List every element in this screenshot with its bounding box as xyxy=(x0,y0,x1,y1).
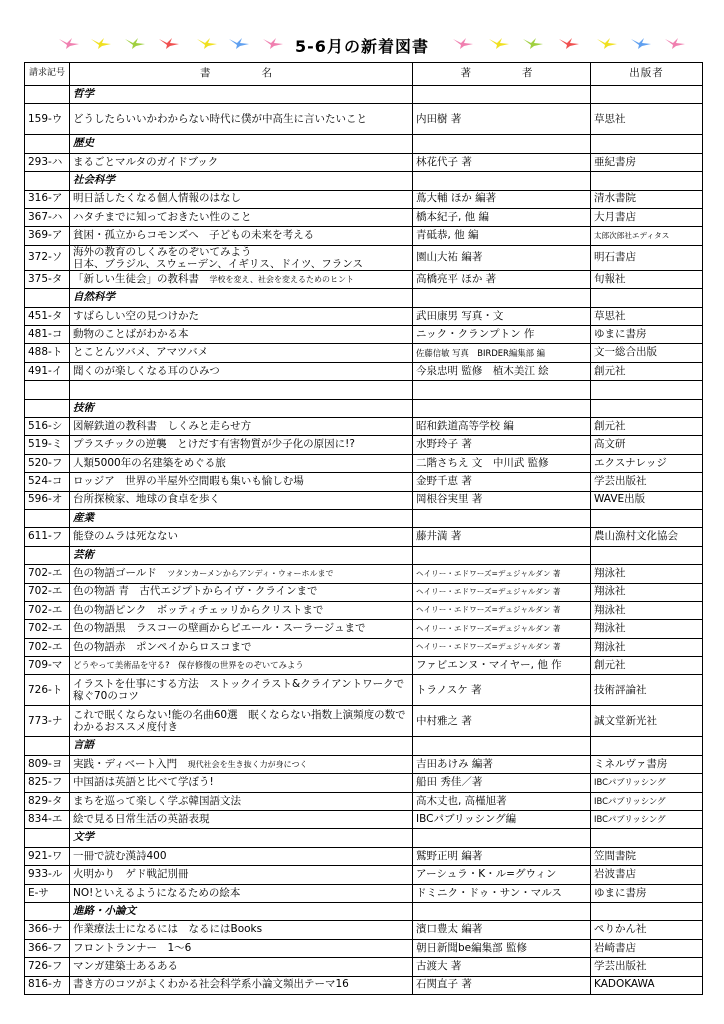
publisher-cell: ぺりかん社 xyxy=(591,921,703,939)
publisher-cell: 翔泳社 xyxy=(591,583,703,601)
callno-cell: 596-オ xyxy=(25,491,70,509)
title-cell xyxy=(70,774,413,792)
book-row xyxy=(25,473,703,491)
callno-cell: 829-タ xyxy=(25,792,70,810)
publisher-cell: 明石書店 xyxy=(591,245,703,270)
publisher-cell: ゆまに書房 xyxy=(591,884,703,902)
bird-icon xyxy=(488,36,510,50)
header-author: 著 者 xyxy=(413,63,591,86)
author-cell xyxy=(413,289,591,307)
callno-cell xyxy=(25,86,70,104)
callno-cell: 372-ソ xyxy=(25,245,70,270)
category-row xyxy=(25,289,703,307)
category-row xyxy=(25,902,703,920)
callno-cell: 702-エ xyxy=(25,583,70,601)
title-cell xyxy=(70,190,413,208)
title-cell xyxy=(70,565,413,583)
author-cell: 内田樹 著 xyxy=(413,104,591,135)
publisher-cell: 創元社 xyxy=(591,657,703,675)
book-row xyxy=(25,601,703,619)
book-row xyxy=(25,528,703,546)
book-title: 書き方のコツがよくわかる社会科学系小論文頻出テーマ16 xyxy=(73,978,349,991)
book-title: とことんツバメ、アマツバメ xyxy=(73,346,209,359)
book-row xyxy=(25,866,703,884)
callno-cell xyxy=(25,172,70,190)
category-row xyxy=(25,737,703,755)
book-row xyxy=(25,847,703,865)
publisher-cell xyxy=(591,86,703,104)
category-row xyxy=(25,829,703,847)
book-title: 海外の教育のしくみをのぞいてみよう xyxy=(73,245,252,258)
author-cell xyxy=(413,399,591,417)
bird-icon xyxy=(630,36,652,50)
publisher-cell xyxy=(591,829,703,847)
book-title: 人類5000年の名建築をめぐる旅 xyxy=(73,456,226,469)
category-label: 哲学 xyxy=(70,86,413,104)
callno-cell xyxy=(25,829,70,847)
author-cell: ファビエンヌ・マイヤー, 他 作 xyxy=(413,657,591,675)
publisher-cell xyxy=(591,399,703,417)
book-title: すばらしい空の見つけかた xyxy=(73,309,199,322)
page-title: 5-6月の新着図書 xyxy=(295,37,429,56)
book-row xyxy=(25,706,703,737)
publisher-cell: 翔泳社 xyxy=(591,638,703,656)
title-cell xyxy=(70,976,413,994)
book-row xyxy=(25,774,703,792)
publisher-cell xyxy=(591,546,703,564)
callno-cell xyxy=(25,546,70,564)
book-title: これで眠くならない!能の名曲60選 眠くならない指数上演頻度の数でわかるおススメ度付き xyxy=(73,709,406,734)
book-row xyxy=(25,638,703,656)
title-cell xyxy=(70,245,413,270)
author-cell: 吉田あけみ 編著 xyxy=(413,755,591,773)
callno-cell: 519-ミ xyxy=(25,436,70,454)
callno-cell: 702-エ xyxy=(25,638,70,656)
publisher-cell: IBCパブリッシング xyxy=(591,811,703,829)
publisher-cell: ミネルヴァ書房 xyxy=(591,755,703,773)
book-title: 貧困・孤立からコモンズへ 子どもの未来を考える xyxy=(73,229,315,242)
book-title: 火明かり ゲド戦記別冊 xyxy=(73,868,189,881)
book-row xyxy=(25,620,703,638)
book-subtitle: 現代社会を生き抜く力が身につく xyxy=(187,759,308,769)
callno-cell: 369-ア xyxy=(25,227,70,245)
title-cell xyxy=(70,454,413,472)
title-cell xyxy=(70,381,413,399)
author-cell xyxy=(413,381,591,399)
publisher-cell: ゆまに書房 xyxy=(591,326,703,344)
title-cell xyxy=(70,417,413,435)
book-row xyxy=(25,270,703,288)
book-title: 動物のことばがわかる本 xyxy=(73,327,189,340)
category-label: 社会科学 xyxy=(70,172,413,190)
callno-cell: 834-エ xyxy=(25,811,70,829)
book-title: 能登のムラは死なない xyxy=(73,530,178,543)
book-title: NO!といえるようになるための絵本 xyxy=(73,886,241,899)
author-cell: 二階さちえ 文 中川武 監修 xyxy=(413,454,591,472)
callno-cell: 611-フ xyxy=(25,528,70,546)
bird-icon xyxy=(58,36,80,50)
publisher-cell: 高文研 xyxy=(591,436,703,454)
title-cell xyxy=(70,866,413,884)
book-row xyxy=(25,958,703,976)
category-label: 文学 xyxy=(70,829,413,847)
title-cell xyxy=(70,755,413,773)
book-row xyxy=(25,792,703,810)
publisher-cell xyxy=(591,381,703,399)
title-cell xyxy=(70,939,413,957)
publisher-cell xyxy=(591,172,703,190)
bird-icon xyxy=(522,36,544,50)
book-row xyxy=(25,755,703,773)
callno-cell: 316-ア xyxy=(25,190,70,208)
title-cell xyxy=(70,270,413,288)
title-cell xyxy=(70,884,413,902)
title-cell xyxy=(70,326,413,344)
callno-cell: 825-フ xyxy=(25,774,70,792)
callno-cell: 481-コ xyxy=(25,326,70,344)
author-cell xyxy=(413,135,591,153)
publisher-cell xyxy=(591,135,703,153)
publisher-cell: 創元社 xyxy=(591,417,703,435)
book-row xyxy=(25,307,703,325)
callno-cell: 809-ヨ xyxy=(25,755,70,773)
book-title: 色の物語ピンク ボッティチェッリからクリストまで xyxy=(73,603,324,616)
callno-cell: 773-ナ xyxy=(25,706,70,737)
category-row xyxy=(25,509,703,527)
category-label: 技術 xyxy=(70,399,413,417)
book-title: ロッジア 世界の半屋外空間暇も集いも愉しむ場 xyxy=(73,475,304,488)
author-cell xyxy=(413,86,591,104)
publisher-cell xyxy=(591,509,703,527)
title-cell xyxy=(70,104,413,135)
book-row xyxy=(25,104,703,135)
category-label: 産業 xyxy=(70,509,413,527)
book-title: 絵で見る日常生活の英語表現 xyxy=(73,812,210,825)
title-cell xyxy=(70,473,413,491)
author-cell: 岡根谷実里 著 xyxy=(413,491,591,509)
book-title: マンガ建築士あるある xyxy=(73,960,178,973)
book-title: イラストを仕事にする方法 ストックイラスト&クライアントワークで稼ぐ70のコツ xyxy=(73,678,405,703)
author-cell: 古渡大 著 xyxy=(413,958,591,976)
author-cell: アーシュラ・K・ル=グウィン xyxy=(413,866,591,884)
publisher-cell: 学芸出版社 xyxy=(591,958,703,976)
callno-cell: 702-エ xyxy=(25,601,70,619)
book-row xyxy=(25,976,703,994)
author-cell xyxy=(413,172,591,190)
author-cell: ドミニク・ドゥ・サン・マルス xyxy=(413,884,591,902)
title-cell xyxy=(70,491,413,509)
book-row xyxy=(25,245,703,270)
publisher-cell: IBCパブリッシング xyxy=(591,792,703,810)
publisher-cell: 学芸出版社 xyxy=(591,473,703,491)
book-title: 明日話したくなる個人情報のはなし xyxy=(73,192,241,205)
book-title: 色の物語赤 ポンペイからロスコまで xyxy=(73,640,252,653)
author-cell: ヘイリー・エドワーズ=デュジャルダン 著 xyxy=(413,565,591,583)
book-title: ハタチまでに知っておきたい性のこと xyxy=(73,210,252,223)
author-cell: 蔦大輔 ほか 編著 xyxy=(413,190,591,208)
callno-cell: 367-ハ xyxy=(25,208,70,226)
book-row xyxy=(25,344,703,362)
title-cell xyxy=(70,811,413,829)
book-row xyxy=(25,454,703,472)
table-body xyxy=(25,86,703,995)
category-label: 芸術 xyxy=(70,546,413,564)
book-title: フロントランナー 1～6 xyxy=(73,941,192,954)
callno-cell: E-サ xyxy=(25,884,70,902)
callno-cell: 702-エ xyxy=(25,565,70,583)
callno-cell: 293-ハ xyxy=(25,153,70,171)
callno-cell: 709-マ xyxy=(25,657,70,675)
author-cell: ニック・クランプトン 作 xyxy=(413,326,591,344)
author-cell: IBCパブリッシング編 xyxy=(413,811,591,829)
author-cell: 鷲野正明 編著 xyxy=(413,847,591,865)
category-row xyxy=(25,86,703,104)
author-cell: 朝日新聞be編集部 監修 xyxy=(413,939,591,957)
book-row xyxy=(25,153,703,171)
author-cell: 濱口豊太 編著 xyxy=(413,921,591,939)
title-cell xyxy=(70,792,413,810)
callno-cell: 520-フ xyxy=(25,454,70,472)
bird-icon xyxy=(124,36,146,50)
callno-cell xyxy=(25,902,70,920)
title-cell xyxy=(70,601,413,619)
callno-cell: 159-ウ xyxy=(25,104,70,135)
author-cell xyxy=(413,829,591,847)
title-cell xyxy=(70,638,413,656)
book-title: 作業療法士になるには なるにはBooks xyxy=(73,923,263,936)
book-title: プラスチックの逆襲 とけだす有害物質が少子化の原因に!? xyxy=(73,438,355,451)
publisher-cell: 翔泳社 xyxy=(591,601,703,619)
book-row xyxy=(25,436,703,454)
title-cell xyxy=(70,227,413,245)
book-row xyxy=(25,362,703,380)
author-cell: 藤井満 著 xyxy=(413,528,591,546)
publisher-cell xyxy=(591,737,703,755)
author-cell: ヘイリー・エドワーズ=デュジャルダン 著 xyxy=(413,638,591,656)
publisher-cell: WAVE出版 xyxy=(591,491,703,509)
title-cell xyxy=(70,620,413,638)
book-title: 色の物語ゴールド xyxy=(73,567,157,580)
book-title: 図解鉄道の教科書 しくみと走らせ方 xyxy=(73,419,252,432)
publisher-cell xyxy=(591,902,703,920)
author-cell: ヘイリー・エドワーズ=デュジャルダン 著 xyxy=(413,620,591,638)
author-cell: 昭和鉄道高等学校 編 xyxy=(413,417,591,435)
callno-cell xyxy=(25,381,70,399)
title-cell xyxy=(70,528,413,546)
title-cell xyxy=(70,153,413,171)
callno-cell: 933-ル xyxy=(25,866,70,884)
book-row xyxy=(25,939,703,957)
blank-row xyxy=(25,381,703,399)
book-title: 実践・ディベート入門 xyxy=(73,757,178,770)
book-title: 「新しい生徒会」の教科書 xyxy=(73,272,199,285)
book-title: 台所探検家、地球の食卓を歩く xyxy=(73,493,220,506)
title-cell xyxy=(70,362,413,380)
author-cell: 水野玲子 著 xyxy=(413,436,591,454)
book-title: どうやって美術品を守る? 保存修復の世界をのぞいてみよう xyxy=(73,660,304,671)
author-cell: ヘイリー・エドワーズ=デュジャルダン 著 xyxy=(413,583,591,601)
publisher-cell: 文一総合出版 xyxy=(591,344,703,362)
publisher-cell: 岩波書店 xyxy=(591,866,703,884)
author-cell: 船田 秀佳／著 xyxy=(413,774,591,792)
author-cell xyxy=(413,509,591,527)
callno-cell: 366-ナ xyxy=(25,921,70,939)
book-row xyxy=(25,326,703,344)
author-cell: 園山大祐 編著 xyxy=(413,245,591,270)
callno-cell xyxy=(25,135,70,153)
title-cell xyxy=(70,675,413,706)
author-cell: 佐藤信敏 写真 BIRDER編集部 編 xyxy=(413,344,591,362)
publisher-cell: 岩崎書店 xyxy=(591,939,703,957)
table-header-row xyxy=(25,63,703,86)
publisher-cell: 大月書店 xyxy=(591,208,703,226)
callno-cell: 726-ト xyxy=(25,675,70,706)
callno-cell xyxy=(25,289,70,307)
callno-cell: 375-タ xyxy=(25,270,70,288)
bird-icon xyxy=(596,36,618,50)
title-cell xyxy=(70,208,413,226)
bird-icon xyxy=(196,36,218,50)
author-cell: 高橋亮平 ほか 著 xyxy=(413,270,591,288)
title-cell xyxy=(70,921,413,939)
callno-cell: 921-ワ xyxy=(25,847,70,865)
header-publisher: 出版者 xyxy=(591,63,703,86)
publisher-cell: 太郎次郎社エディタス xyxy=(591,227,703,245)
book-title: まちを巡って楽しく学ぶ韓国語文法 xyxy=(73,794,241,807)
author-cell: 高木丈也, 高槿旭著 xyxy=(413,792,591,810)
title-cell xyxy=(70,847,413,865)
page-header xyxy=(0,30,724,60)
publisher-cell: 翔泳社 xyxy=(591,620,703,638)
book-row xyxy=(25,190,703,208)
book-row xyxy=(25,208,703,226)
publisher-cell xyxy=(591,289,703,307)
book-row xyxy=(25,417,703,435)
publisher-cell: 清水書院 xyxy=(591,190,703,208)
author-cell: 中村雅之 著 xyxy=(413,706,591,737)
book-list-table xyxy=(24,62,703,995)
book-title: まるごとマルタのガイドブック xyxy=(73,155,219,168)
bird-icon xyxy=(158,36,180,50)
author-cell: 金野千恵 著 xyxy=(413,473,591,491)
callno-cell xyxy=(25,737,70,755)
publisher-cell: エクスナレッジ xyxy=(591,454,703,472)
callno-cell: 516-シ xyxy=(25,417,70,435)
book-title: 色の物語黒 ラスコーの壁画からピエール・スーラージュまで xyxy=(73,622,366,635)
title-cell xyxy=(70,436,413,454)
book-subtitle: 学校を変え、社会を変えるためのヒント xyxy=(209,274,354,284)
publisher-cell: 誠文堂新光社 xyxy=(591,706,703,737)
author-cell: 青砥恭, 他 編 xyxy=(413,227,591,245)
header-callno: 請求記号 xyxy=(25,63,70,86)
author-cell xyxy=(413,737,591,755)
callno-cell xyxy=(25,509,70,527)
book-row xyxy=(25,583,703,601)
bird-icon xyxy=(664,36,686,50)
book-title: 聞くのが楽しくなる耳のひみつ xyxy=(73,364,220,377)
book-row xyxy=(25,657,703,675)
callno-cell: 451-タ xyxy=(25,307,70,325)
book-title: どうしたらいいかわからない時代に僕が中高生に言いたいこと xyxy=(73,113,367,126)
category-label: 自然科学 xyxy=(70,289,413,307)
publisher-cell: 草思社 xyxy=(591,307,703,325)
category-label: 言語 xyxy=(70,737,413,755)
book-row xyxy=(25,921,703,939)
title-cell xyxy=(70,583,413,601)
callno-cell: 816-カ xyxy=(25,976,70,994)
callno-cell xyxy=(25,399,70,417)
book-row xyxy=(25,675,703,706)
author-cell xyxy=(413,546,591,564)
book-title: 一冊で読む漢詩400 xyxy=(73,849,167,862)
publisher-cell: 亜紀書房 xyxy=(591,153,703,171)
bird-icon xyxy=(262,36,284,50)
callno-cell: 491-イ xyxy=(25,362,70,380)
book-subtitle: ツタンカーメンからアンディ・ウォーホルまで xyxy=(167,569,334,579)
publisher-cell: 笠間書院 xyxy=(591,847,703,865)
publisher-cell: 技術評論社 xyxy=(591,675,703,706)
author-cell: 武田康男 写真・文 xyxy=(413,307,591,325)
author-cell xyxy=(413,902,591,920)
category-label: 歴史 xyxy=(70,135,413,153)
title-cell xyxy=(70,706,413,737)
book-title: 色の物語 青 古代エジプトからイヴ・クラインまで xyxy=(73,585,318,598)
category-row xyxy=(25,546,703,564)
title-cell xyxy=(70,657,413,675)
publisher-cell: 旬報社 xyxy=(591,270,703,288)
publisher-cell: 農山漁村文化協会 xyxy=(591,528,703,546)
author-cell: 林花代子 著 xyxy=(413,153,591,171)
author-cell: 橋本紀子, 他 編 xyxy=(413,208,591,226)
bird-icon xyxy=(228,36,250,50)
author-cell: 石関直子 著 xyxy=(413,976,591,994)
book-row xyxy=(25,811,703,829)
book-row xyxy=(25,491,703,509)
bird-icon xyxy=(558,36,580,50)
category-row xyxy=(25,172,703,190)
callno-cell: 366-フ xyxy=(25,939,70,957)
bird-icon xyxy=(90,36,112,50)
book-row xyxy=(25,227,703,245)
publisher-cell: 草思社 xyxy=(591,104,703,135)
callno-cell: 524-コ xyxy=(25,473,70,491)
category-row xyxy=(25,135,703,153)
title-cell xyxy=(70,344,413,362)
title-cell xyxy=(70,307,413,325)
callno-cell: 702-エ xyxy=(25,620,70,638)
title-cell xyxy=(70,958,413,976)
callno-cell: 726-フ xyxy=(25,958,70,976)
book-row xyxy=(25,884,703,902)
book-title: 中国語は英語と比べて学ぼう! xyxy=(73,776,214,789)
publisher-cell: IBCパブリッシング xyxy=(591,774,703,792)
bird-icon xyxy=(452,36,474,50)
publisher-cell: 翔泳社 xyxy=(591,565,703,583)
author-cell: 今泉忠明 監修 植木美江 絵 xyxy=(413,362,591,380)
publisher-cell: 創元社 xyxy=(591,362,703,380)
book-row xyxy=(25,565,703,583)
category-label: 進路・小論文 xyxy=(70,902,413,920)
book-subtitle: 日本、ブラジル、スウェーデン、イギリス、ドイツ、フランス xyxy=(73,257,363,270)
author-cell: ヘイリー・エドワーズ=デュジャルダン 著 xyxy=(413,601,591,619)
category-row xyxy=(25,399,703,417)
header-title: 書 名 xyxy=(70,63,413,86)
callno-cell: 488-ト xyxy=(25,344,70,362)
author-cell: トラノスケ 著 xyxy=(413,675,591,706)
publisher-cell: KADOKAWA xyxy=(591,976,703,994)
